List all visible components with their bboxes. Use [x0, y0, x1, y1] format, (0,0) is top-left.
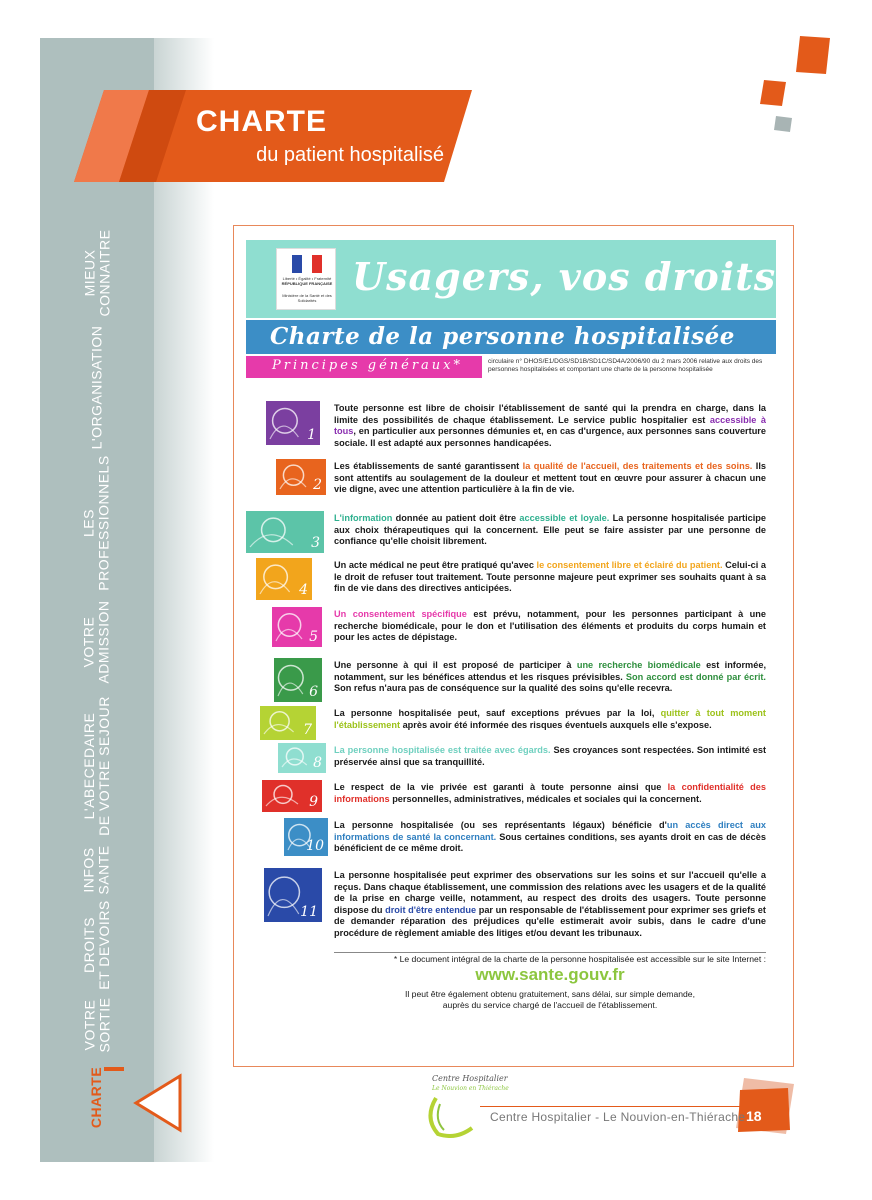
principle-number: 5 [309, 629, 318, 645]
principle-2-illustration-icon [276, 459, 326, 495]
principle-number: 8 [313, 755, 322, 771]
website-link[interactable]: www.sante.gouv.fr [475, 965, 625, 984]
ministry-logo [276, 248, 336, 310]
principle-4-illustration-icon [256, 558, 312, 600]
nav-tab-label: VOTRE SORTIE [81, 997, 112, 1053]
page-number: 18 [746, 1108, 762, 1124]
poster-subtitle: Charte de la personne hospitalisée [270, 323, 735, 350]
decorative-squares-icon [760, 36, 834, 136]
principle-4-text: Un acte médical ne peut être pratiqué qu'avec le consentement libre et éclairé du patient. Celui-ci a le droit de refuser tout traitement. Toute personne majeure peut exprimer ses souhaits quant à sa fin de vie dans des directives anticipées. [334, 560, 766, 594]
footnote: * Le document intégral de la charte de la personne hospitalisée est accessible sur le site Internet : [393, 954, 766, 964]
hospital-logo-text: Centre Hospitalier Le Nouvion en Thiérache [432, 1074, 509, 1092]
principle-3-illustration-icon [246, 511, 324, 553]
principle-number: 1 [307, 427, 316, 443]
principle-number: 6 [309, 684, 318, 700]
side-band-gradient [154, 38, 214, 1162]
nav-tab-label: MIEUX CONNAITRE [80, 229, 112, 317]
principle-5-text: Un consentement spécifique est prévu, notamment, pour les personnes participant à une recherche biomédicale, pour le don et l'utilisation des éléments et produits du corps humain et pour les actes de dépistage. [334, 609, 766, 643]
principle-number: 7 [303, 722, 312, 738]
principle-9-illustration-icon [262, 780, 322, 812]
nav-tab-5[interactable] [40, 840, 154, 900]
nav-tab-label: CHARTE [88, 1066, 105, 1128]
nav-tab-label: L'ORGANISATION [88, 325, 105, 449]
footnote-separator [334, 952, 766, 953]
nav-tab-7[interactable] [40, 990, 154, 1060]
footer-rule [480, 1106, 740, 1107]
nav-tab-label: LES PROFESSIONNELS [81, 454, 112, 591]
active-tab-indicator [104, 1067, 124, 1071]
nav-tab-label: DROITS ET DEVOIRS [80, 900, 112, 990]
principle-number: 10 [306, 838, 324, 854]
nav-tab-4[interactable] [40, 696, 154, 836]
nav-tab-6[interactable] [40, 900, 154, 990]
principle-10-text: La personne hospitalisée (ou ses représentants légaux) bénéficie d'un accès direct aux informations de santé la concernant. Sous certaines conditions, ses ayants droit en cas de décès bénéficient de ce même droit. [334, 820, 767, 854]
nav-tab-1[interactable] [40, 322, 154, 452]
principle-11-text: La personne hospitalisée peut exprimer des observations sur les soins et sur l'accueil qu'elle a reçus. Dans chaque établissement, une commission des relations avec les usagers et de la qualité de la prise en charge veille, notamment, au respect des droits des usagers. Toute personne dispose du droit d'être entendue par un responsable de l'établissement pour exprimer ses griefs et de demander réparation des préjudices qu'elle estimerait avoir subis, dans le cadre d'une procédure de règlement amiable des litiges et/ou devant les tribunaux. [334, 870, 766, 938]
principle-number: 4 [299, 582, 308, 598]
nav-tab-label: INFOS SANTE [81, 845, 112, 895]
logo-motto: Liberté • Égalité • Fraternité RÉPUBLIQUE FRANÇAISE [281, 276, 333, 286]
nav-tab-label: L'ABECEDAIRE DE VOTRE SEJOUR [81, 696, 112, 836]
page-title: CHARTE [196, 105, 327, 138]
nav-tab-3[interactable] [40, 592, 154, 692]
nav-tab-2[interactable] [40, 455, 154, 590]
principle-7-text: La personne hospitalisée peut, sauf exceptions prévues par la loi, quitter à tout moment l'établissement après avoir été informée des risques éventuels auxquels elle s'expose. [334, 708, 766, 730]
page-number-badge-icon [736, 1078, 796, 1136]
principle-5-illustration-icon [272, 607, 322, 647]
logo-ministry-name: Ministère de la Santé et des Solidarités [282, 293, 332, 303]
principle-6-illustration-icon [274, 658, 322, 702]
principle-number: 3 [311, 535, 320, 551]
principle-7-illustration-icon [260, 706, 316, 740]
principle-number: 11 [300, 904, 318, 920]
principle-3-text: L'information donnée au patient doit être accessible et loyale. La personne hospitalisée participe aux choix thérapeutiques qui la concernent. Elle peut se faire assister par une personne de confiance qu'elle choisit librement. [334, 513, 767, 547]
poster-title: Usagers, vos droits [352, 254, 777, 299]
principle-10-illustration-icon [284, 818, 328, 856]
principes-label: Principes généraux* [272, 358, 463, 373]
nav-tab-0[interactable] [40, 228, 154, 318]
nav-tab-label: VOTRE ADMISSION [80, 600, 112, 684]
principle-8-text: La personne hospitalisée est traitée avec égards. Ses croyances sont respectées. Son intimité est préservée ainsi que sa tranquillité. [334, 745, 766, 767]
principle-number: 9 [309, 794, 318, 810]
principle-11-illustration-icon [264, 868, 322, 922]
principle-number: 2 [313, 477, 322, 493]
availability-note: Il peut être également obtenu gratuitement, sans délai, sur simple demande, auprès du service chargé de l'accueil de l'établissement. [405, 989, 695, 1010]
principle-2-text: Les établissements de santé garantissent la qualité de l'accueil, des traitements et des soins. Ils sont attentifs au soulagement de la douleur et mettent tout en œuvre pour assurer à chacun une vie digne, avec une attention particulière à la fin de vie. [334, 461, 766, 495]
footer-hospital-name: Centre Hospitalier - Le Nouvion-en-Thiérache [490, 1110, 746, 1124]
french-flag-icon [292, 255, 322, 273]
previous-page-arrow-icon[interactable] [130, 1072, 184, 1134]
principle-1-illustration-icon [266, 401, 320, 445]
principle-1-text: Toute personne est libre de choisir l'établissement de santé qui la prendra en charge, dans la limite des possibilités de chaque établissement. Le service public hospitalier est accessible à tous, en particulier aux personnes démunies et, en cas d'urgence, aux personnes sans couverture sociale. Il est adapté aux personnes handicapées. [334, 403, 766, 448]
principle-8-illustration-icon [278, 743, 326, 773]
title-banner [74, 90, 472, 182]
page-subtitle: du patient hospitalisé [256, 144, 444, 166]
principle-9-text: Le respect de la vie privée est garanti à toute personne ainsi que la confidentialité des informations personnelles, administratives, médicales et sociales qui la concernent. [334, 782, 766, 804]
principle-6-text: Une personne à qui il est proposé de participer à une recherche biomédicale est informée, notamment, sur les bénéfices attendus et les risques prévisibles. Son accord est donné par écrit. Son refus n'aura pas de conséquence sur la qualité des soins qu'elle recevra. [334, 660, 766, 694]
circulaire-reference: circulaire n° DHOS/E1/DGS/SD1B/SD1C/SD4A/2006/90 du 2 mars 2006 relative aux droits des personnes hospitalisées et comportant une charte de la personne hospitalisée [488, 358, 763, 373]
